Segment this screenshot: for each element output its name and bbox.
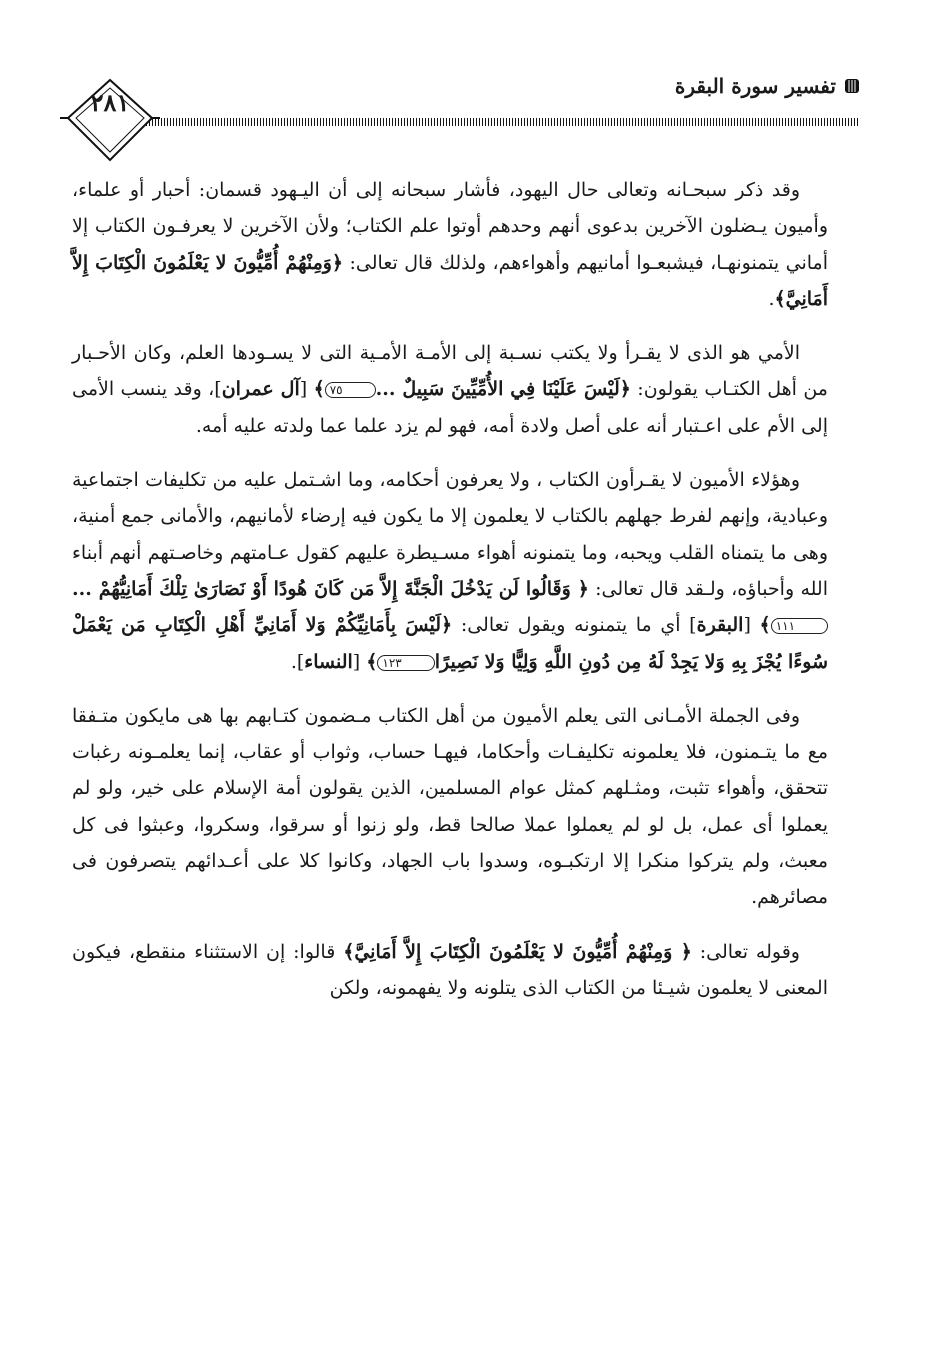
ayah-number: ١١١ bbox=[771, 618, 828, 634]
page-body bbox=[72, 172, 828, 1024]
quran-quote: ﴿وَمِنْهُمْ أُمِّيُّونَ لا يَعْلَمُونَ الْكِتَابَ إِلاَّ أَمَانِيَّ﴾ bbox=[72, 251, 828, 310]
quran-quote: ﴾ bbox=[759, 614, 771, 637]
page-header bbox=[60, 58, 860, 168]
quran-quote: ﴾ bbox=[313, 378, 325, 401]
body-text: وقوله تعالى: bbox=[691, 940, 800, 963]
ornament-icon bbox=[844, 78, 860, 94]
quran-quote: ﴿لَيْسَ عَلَيْنَا فِي الأُمِّيِّينَ سَبِيلٌ ... bbox=[375, 378, 631, 401]
body-text: وهؤلاء الأميون لا يقـرأون الكتاب ، ولا يعرفون أحكامه، وما اشـتمل عليه من تكليفات اجتماعية وعبادية، وإنهم لفرط جهلهم بالكتاب لا يعلمون إلا ما يكون فيه إرضاء لأمانيهم، والأمانى جمع أمنية، وهى ما يتمناه القلب ويحبه، وما يتمنونه أهواء مسـيطرة عليهم كقول عـامتهم وخاصـتهم أنهم أبناء الله وأحباؤه، ولـقد قال تعالى: bbox=[72, 469, 828, 600]
paragraph bbox=[72, 462, 828, 680]
surah-reference: النساء bbox=[304, 650, 353, 673]
surah-reference: البقرة bbox=[696, 614, 744, 637]
quran-quote: ﴿ وَقَالُوا لَن يَدْخُلَ الْجَنَّةَ إِلاَّ مَن كَانَ هُودًا أَوْ نَصَارَىٰ تِلْكَ أَمَانِيُّهُمْ ... bbox=[72, 577, 589, 600]
paragraph bbox=[72, 172, 828, 317]
body-text: [ bbox=[743, 614, 760, 637]
body-text: وقد ذكر سبحـانه وتعالى حال اليهود، فأشار سبحانه إلى أن اليـهود قسمان: أحبار أو علماء، وأميون يـضلون الآخرين بدعوى أنهم وحدهم أوتوا علم الكتاب؛ ولأن الآخرين لا يعرفـون الكتاب إلا أماني يتمنونهـا، فيشبعـوا أمانيهم وأهواءهم، ولذلك قال تعالى: bbox=[72, 179, 828, 274]
body-text: [ bbox=[299, 378, 314, 401]
body-text: [ bbox=[352, 650, 367, 673]
header-rule bbox=[140, 118, 860, 126]
quran-quote: ﴿لَيْسَ بِأَمَانِيِّكُمْ وَلا أَمَانِيِّ أَهْلِ الْكِتَابِ مَن يَعْمَلْ سُوءًا يُجْزَ بِهِ وَلا يَجِدْ لَهُ مِن دُونِ اللَّهِ وَلِيًّا وَلا نَصِيرًا bbox=[72, 614, 828, 673]
paragraph bbox=[72, 335, 828, 444]
ayah-number: ٧٥ bbox=[325, 382, 376, 398]
body-text: . bbox=[768, 287, 775, 310]
body-text: الأمي هو الذى لا يقـرأ ولا يكتب نسـبة إلى الأمـة الأمـية التى لا يسـودها العلم، وكان الأحـبار من أهل الكتـاب يقولون: bbox=[72, 342, 828, 401]
surah-reference: آل عمران bbox=[221, 378, 300, 401]
quran-quote: ﴾ bbox=[366, 650, 378, 673]
paragraph bbox=[72, 934, 828, 1007]
running-title bbox=[675, 74, 860, 98]
body-text: قالوا: إن الاستثناء منقطع، فيكون المعنى لا يعلمون شيـئا من الكتاب الذى يتلونه ولا يفهمونه، ولكن bbox=[72, 940, 828, 999]
body-text: ]. bbox=[290, 650, 305, 673]
body-text: ]، وقد ينسب الأمى إلى الأم على اعـتبار أنه على أصل ولادة أمه، فهو لم يزد علما عما ولدته عليه أمه. bbox=[72, 378, 828, 437]
paragraph bbox=[72, 698, 828, 916]
quran-quote: ﴿ وَمِنْهُمْ أُمِّيُّونَ لا يَعْلَمُونَ الْكِتَابَ إِلاَّ أَمَانِيَّ﴾ bbox=[343, 940, 692, 963]
running-title-text: تفسير سورة البقرة bbox=[674, 74, 836, 98]
body-text: وفى الجملة الأمـانى التى يعلم الأميون من أهل الكتاب مـضمون كتـابهم بها هى مايكون متـفقا مع ما يتـمنون، فلا يعلمونه تكليفـات وأحكاما، فيهـا حساب، وثواب أو عقاب، إنما يعلمـونه رغبات تتحقق، وأهواء تثبت، ومثـلهم كمثل عوام المسلمين، الذين يقولون أمة الإسلام على خير، ولو لم يعملوا أى عمل، بل لو لم يعملوا عملا صالحا قط، ولو زنوا أو سرقوا، وسكروا، وعبثوا فى كل معبث، ولم يتركوا منكرا إلا ارتكبـوه، وسدوا باب الجهاد، وكانوا كلا على أعـدائهم يتصرفون فى مصائرهم. bbox=[72, 704, 828, 909]
page-number: ٢٨١ bbox=[90, 88, 130, 117]
body-text: ] أي ما يتمنونه ويقول تعالى: bbox=[452, 614, 697, 637]
ayah-number: ١٢٣ bbox=[377, 655, 434, 671]
